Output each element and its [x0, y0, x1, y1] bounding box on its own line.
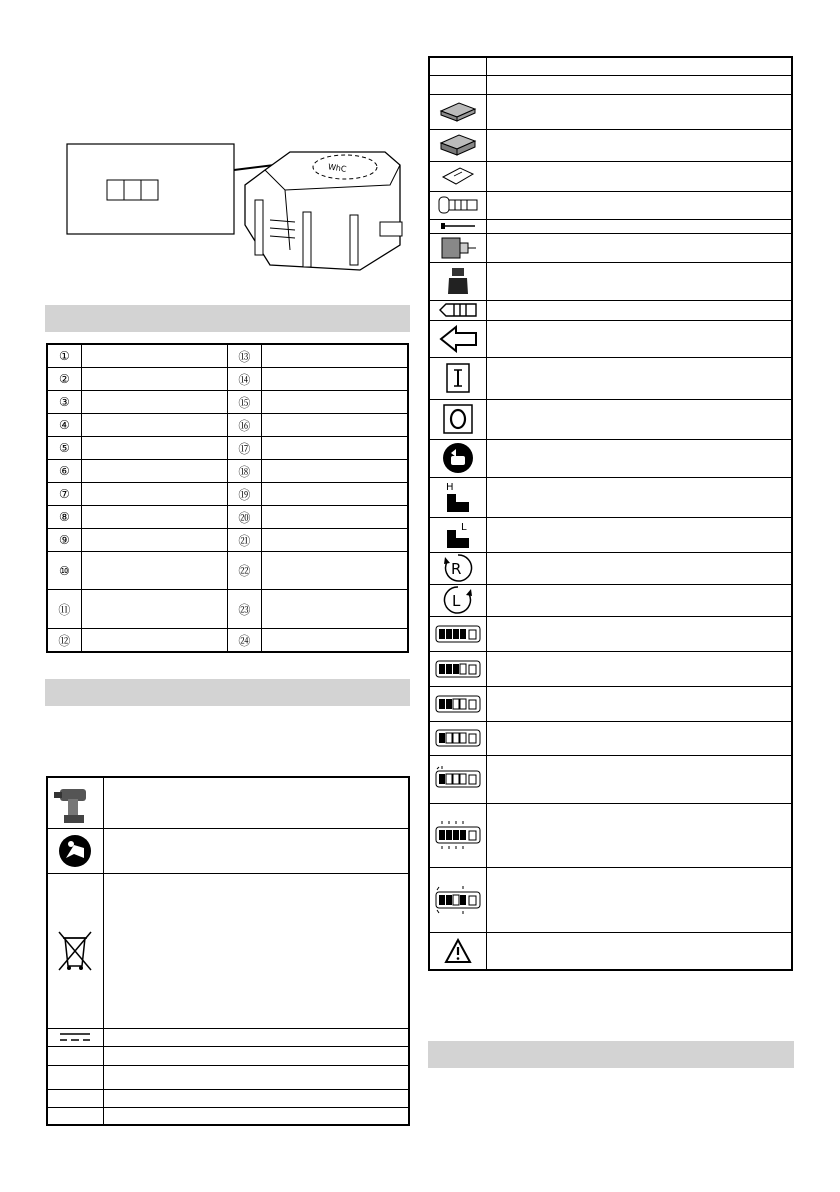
symbol-row: [429, 755, 792, 803]
section-header-symbols: [45, 679, 410, 706]
battery-level-3-icon: [435, 695, 481, 713]
drill-chuck-icon: [438, 236, 478, 260]
svg-text:R: R: [450, 560, 462, 578]
symbol-row: [429, 584, 792, 616]
parts-row: [47, 506, 408, 529]
battery-level-2-icon: [435, 729, 481, 747]
parts-row: [47, 414, 408, 437]
off-switch-icon: [442, 403, 474, 435]
symbol-row: [429, 57, 792, 75]
on-switch-icon: [443, 362, 473, 394]
battery-pack-icon: [439, 101, 477, 123]
part-number: ⑬: [227, 344, 261, 368]
symbol-row: [429, 129, 792, 161]
part-number: ②: [47, 368, 81, 391]
parts-row: [47, 391, 408, 414]
parts-row: [47, 368, 408, 391]
drill-icon: [52, 781, 98, 825]
clutch-icon: [446, 266, 470, 296]
part-number: ⑯: [227, 414, 261, 437]
part-number: ⑪: [47, 590, 81, 629]
symbol-row: [429, 867, 792, 932]
symbol-row: [429, 803, 792, 867]
battery-level-5-icon: [435, 625, 481, 643]
part-number: ㉔: [227, 629, 261, 653]
svg-text:L: L: [460, 521, 467, 533]
symbol-row: [429, 191, 792, 219]
battery-pack-illustration: [60, 130, 420, 290]
drill-bit-icon: [438, 302, 478, 318]
battery-pack-large-icon: [439, 133, 477, 157]
parts-row: [47, 590, 408, 629]
battery-level-all-blinking-icon: [433, 820, 483, 850]
battery-level-1-blinking-icon: [433, 766, 483, 792]
section-header-right: [428, 1041, 794, 1068]
screw-icon: [437, 221, 479, 231]
part-number: ④: [47, 414, 81, 437]
symbol-row: [429, 320, 792, 357]
symbol-row: [47, 1046, 409, 1065]
symbol-row: [429, 439, 792, 477]
symbol-row: [429, 932, 792, 970]
symbol-row: [47, 1089, 409, 1107]
parts-row: [47, 629, 408, 653]
symbol-row: [429, 300, 792, 320]
parts-row: [47, 552, 408, 590]
part-number: ⑰: [227, 437, 261, 460]
symbol-row: [429, 721, 792, 755]
high-speed-icon: [443, 480, 473, 514]
symbol-row: [429, 75, 792, 94]
part-number: ⑨: [47, 529, 81, 552]
part-number: ㉒: [227, 552, 261, 590]
read-manual-icon: [58, 834, 92, 868]
symbol-row: [429, 651, 792, 686]
battery-figure: [60, 130, 420, 290]
symbol-row: [429, 94, 792, 129]
weee-bin-icon: [55, 928, 95, 974]
svg-text:WhC: WhC: [327, 162, 348, 174]
symbol-row: [429, 477, 792, 517]
symbol-row: [429, 517, 792, 552]
svg-text:L: L: [451, 592, 461, 610]
parts-row: [47, 483, 408, 506]
part-number: ⑭: [227, 368, 261, 391]
direct-current-icon: [57, 1031, 93, 1043]
part-number: ⑤: [47, 437, 81, 460]
part-number: ①: [47, 344, 81, 368]
part-number: ⑦: [47, 483, 81, 506]
part-number: ⑧: [47, 506, 81, 529]
rotate-icon: [442, 442, 474, 474]
parts-table: [46, 343, 409, 653]
part-number: ⑳: [227, 506, 261, 529]
battery-level-partial-blinking-icon: [433, 885, 483, 915]
symbol-row: [429, 399, 792, 439]
symbol-row: [429, 219, 792, 233]
part-number: ㉑: [227, 529, 261, 552]
low-speed-icon: [443, 520, 473, 550]
parts-row: [47, 460, 408, 483]
symbol-row: [429, 262, 792, 300]
reverse-rotation-icon: [443, 585, 473, 615]
parts-row: [47, 529, 408, 552]
part-number: ㉓: [227, 590, 261, 629]
svg-text:H: H: [445, 482, 454, 493]
symbol-row: [47, 828, 409, 873]
part-number: ③: [47, 391, 81, 414]
part-number: ⑩: [47, 552, 81, 590]
part-number: ⑱: [227, 460, 261, 483]
part-number: ⑮: [227, 391, 261, 414]
part-number: ⑥: [47, 460, 81, 483]
symbol-row: [47, 1065, 409, 1089]
symbol-row: [429, 161, 792, 191]
symbol-row: [429, 233, 792, 262]
arrow-icon: [438, 325, 478, 353]
symbols-table-left: [46, 776, 410, 1126]
bolt-icon: [437, 195, 479, 215]
symbol-row: [429, 686, 792, 721]
symbol-row: [47, 777, 409, 828]
manual-sheet-icon: [440, 165, 476, 187]
symbol-row: [47, 1107, 409, 1125]
symbol-row: [429, 552, 792, 584]
symbol-row: [429, 616, 792, 651]
symbol-row: [47, 1028, 409, 1046]
part-number: ⑲: [227, 483, 261, 506]
symbols-table-right: [428, 56, 793, 971]
battery-level-4-icon: [435, 660, 481, 678]
warning-icon: [444, 938, 472, 964]
symbol-row: [429, 357, 792, 399]
part-number: ⑫: [47, 629, 81, 653]
symbol-row: [47, 873, 409, 1028]
section-header-parts: [45, 305, 410, 332]
parts-row: [47, 344, 408, 368]
forward-rotation-icon: [443, 553, 473, 583]
parts-row: [47, 437, 408, 460]
